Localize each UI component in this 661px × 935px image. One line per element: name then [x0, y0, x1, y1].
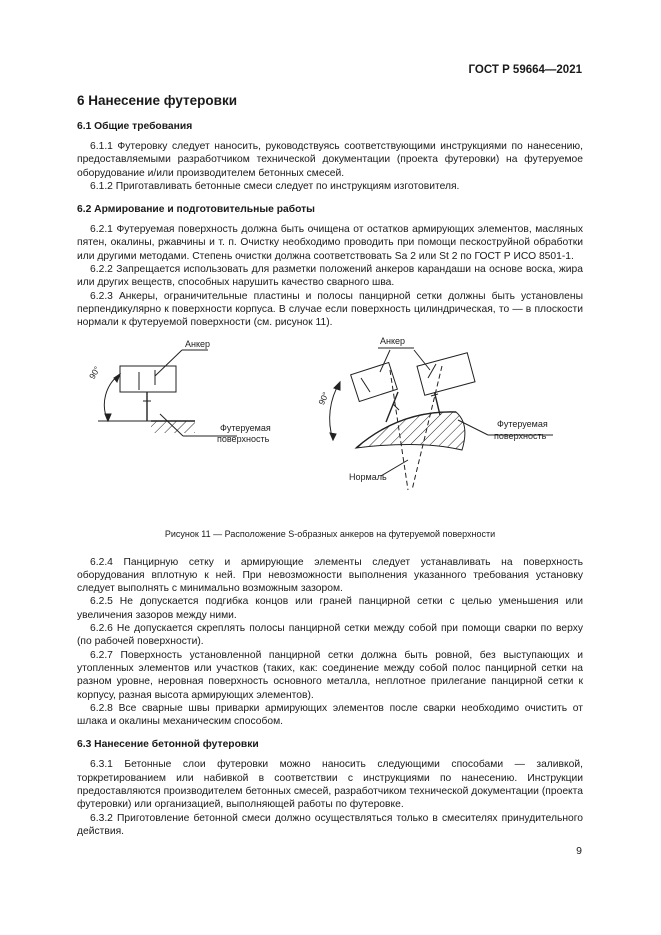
paragraph-6-2-5: 6.2.5 Не допускается подгибка концов или граней панцирной сетки с целью уменьшения или увеличения зазоров между ними.	[77, 596, 583, 621]
right-angle-arc	[330, 382, 340, 440]
section-6-3-title: 6.3 Нанесение бетонной футеровки	[77, 739, 259, 751]
section-6-2-title: 6.2 Армирование и подготовительные работы	[77, 204, 315, 216]
left-surface-label-2: поверхность	[217, 433, 270, 444]
paragraph-6-3-1: 6.3.1 Бетонные слои футеровки можно наносить следующими способами — заливкой, торкретированием или набивкой в соответствии с инструкциями по нанесению. Инструкции предоставляются производителем бетонных смесей, разработчиком технической документации (проекта футеровки) или организацией, выполняющей работы по футеровке.	[77, 759, 583, 811]
standard-code: ГОСТ Р 59664—2021	[468, 64, 582, 76]
paragraph-6-1-1: 6.1.1 Футеровку следует наносить, руководствуясь соответствующими инструкциями по нанесению, предоставляемыми разработчиком технической документации (проекта футеровки) на футеруемое оборудование и/или производителем бетонных смесей.	[77, 141, 583, 179]
anchor-diagram	[0, 330, 661, 526]
paragraph-6-2-3: 6.2.3 Анкеры, ограничительные пластины и полосы панцирной сетки должны быть установлены перпендикулярно к поверхности корпуса. В случае если поверхность цилиндрическая, то — в плоскости нормали к футеруемой поверхности (см. рисунок 11).	[77, 290, 583, 329]
left-anchor-label: Анкер	[185, 338, 211, 349]
left-surface-label-1: Футеруемая	[220, 422, 271, 433]
right-surface-label-2: поверхность	[494, 430, 547, 441]
right-surface-label-1: Футеруемая	[497, 418, 548, 429]
right-angle-label: 90°	[316, 389, 331, 406]
page-number: 9	[576, 845, 582, 857]
section-6-title: 6 Нанесение футеровки	[77, 93, 238, 108]
paragraph-6-1-2: 6.1.2 Приготавливать бетонные смеси следует по инструкциям изготовителя.	[90, 180, 460, 192]
paragraph-6-2-4: 6.2.4 Панцирную сетку и армирующие элементы следует устанавливать на поверхность оборудования вплотную к ней. При невозможности выполнения указанного требования установку следует выполнять с минимально возможным зазором.	[77, 556, 583, 595]
page-content	[77, 92, 583, 838]
right-anchor-1-plate	[351, 362, 398, 401]
normal-label: Нормаль	[349, 471, 387, 482]
left-detail	[98, 350, 237, 436]
right-anchor-2-plate	[417, 352, 475, 394]
paragraph-6-3-2: 6.3.2 Приготовление бетонной смеси должно осуществляться только в смесителях принудительного действия.	[77, 812, 583, 837]
figure-11	[77, 330, 583, 526]
left-angle-label: 90°	[86, 364, 103, 381]
paragraph-6-2-6: 6.2.6 Не допускается скреплять полосы панцирной сетки между собой при помощи сварки по верху (по рабочей поверхности).	[77, 623, 583, 648]
paragraph-6-2-8: 6.2.8 Все сварные швы приварки армирующих элементов после сварки необходимо очистить от шлака и окалины механическим способом.	[77, 702, 583, 728]
section-6-1-title: 6.1 Общие требования	[77, 121, 193, 132]
right-anchor-label: Анкер	[380, 335, 406, 346]
figure-caption: Рисунок 11 — Расположение S-образных анкеров на футеруемой поверхности	[164, 528, 496, 539]
paragraph-6-2-1: 6.2.1 Футеруемая поверхность должна быть очищена от остатков армирующих элементов, масляных пятен, окалины, ржавчины и т. п. Очистку необходимо проводить при помощи пескоструйной обработки или другими методами. Степень очистки должна соответствовать Sa 2 или St 2 по ГОСТ Р ИСО 8501-1.	[77, 224, 583, 262]
paragraph-6-2-7: 6.2.7 Поверхность установленной панцирной сетки должна быть ровной, без выступающих и утопленных элементов или участков (таких, как: соединение между собой полос панцирной сетки на разном уровне, неровная поверхность основного металла, неплотное прилегание панцирной сетки к корпусу, разная высота армирующих элементов).	[77, 649, 583, 701]
left-anchor-plate	[120, 366, 176, 392]
paragraph-6-2-2: 6.2.2 Запрещается использовать для разметки положений анкеров карандаши на основе воска, жира или других веществ, способных нарушить качество сварного шва.	[77, 264, 583, 289]
